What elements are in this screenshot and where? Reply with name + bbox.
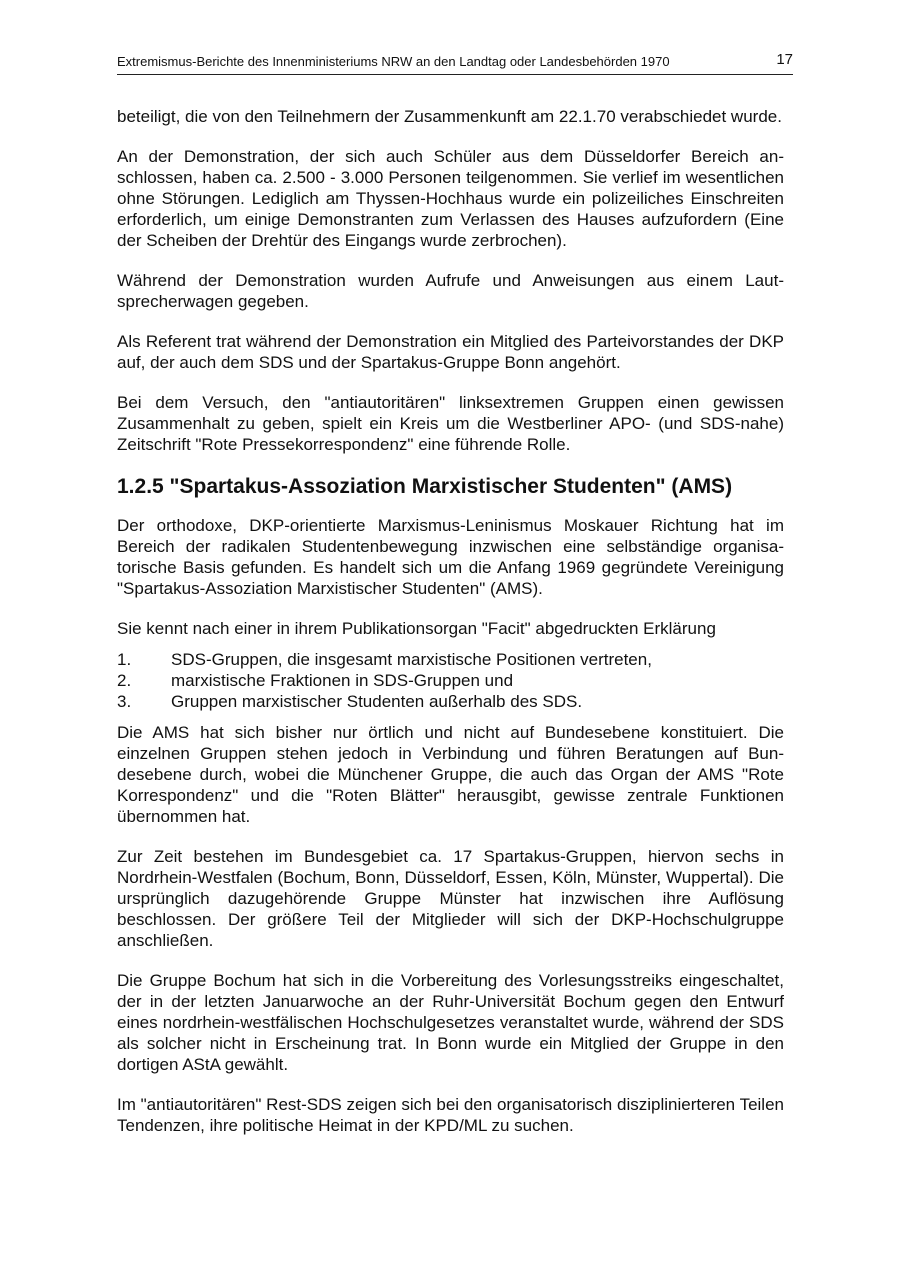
list-item — [117, 670, 784, 691]
list-item-number: 3. — [117, 692, 132, 711]
list-item-number: 1. — [117, 650, 132, 669]
page-number: 17 — [776, 51, 793, 68]
list-item — [117, 691, 784, 712]
list-item-text: Gruppen marxistischer Studenten außerhalb des SDS. — [171, 692, 583, 711]
numbered-list — [117, 649, 784, 712]
paragraph: Im "antiautoritären" Rest-SDS zeigen sich bei den organisatorisch disziplinierteren Teilen Tendenzen, ihre politische Heimat in der KPD/ML zu suchen. — [117, 1095, 784, 1135]
paragraph: Zur Zeit bestehen im Bundesgebiet ca. 17 Spartakus-Gruppen, hiervon sechs in Nordrhein-Westfalen (Bochum, Bonn, Düsseldorf, Essen, Köln, Münster, Wuppertal). Die ursprünglich dazugehörende Gruppe Münster hat inzwischen ihre Auflösung beschlossen. Der größere Teil der Mitglieder will sich der DKP-Hochschulgruppe anschließen. — [117, 847, 784, 950]
list-lead-in: Sie kennt nach einer in ihrem Publikationsorgan "Facit" abgedruckten Erklärung — [117, 619, 716, 638]
section-heading: 1.2.5 "Spartakus-Assoziation Marxistischer Studenten" (AMS) — [117, 475, 733, 498]
running-header — [117, 52, 793, 75]
paragraph: Als Referent trat während der Demonstration ein Mitglied des Parteivorstandes der DKP auf, der auch dem SDS und der Spartakus-Gruppe Bonn angehört. — [117, 332, 784, 372]
body-text — [117, 106, 784, 1155]
paragraph: Bei dem Versuch, den "antiautoritären" linksextremen Gruppen einen gewissen Zusammenhalt zu geben, spielt ein Kreis um die Westberliner APO- (und SDS-nahe) Zeitschrift "Rote Pressekorrespondenz" eine führende Rolle. — [117, 393, 784, 454]
list-item-text: marxistische Fraktionen in SDS-Gruppen und — [171, 671, 514, 690]
section-intro: Der orthodoxe, DKP-orientierte Marxismus-Leninismus Moskauer Richtung hat im Bereich der radikalen Studentenbewegung inzwischen eine selbständige organisatorische Basis gefunden. Es handelt sich um die Anfang 1969 gegründete Vereinigung "Spartakus-Assoziation Marxistischer Studenten" (AMS). — [117, 516, 784, 598]
paragraph: beteiligt, die von den Teilnehmern der Zusammenkunft am 22.1.70 verabschiedet wurde. — [117, 107, 782, 126]
list-item-number: 2. — [117, 671, 132, 690]
paragraph: An der Demonstration, der sich auch Schüler aus dem Düsseldorfer Bereich anschlossen, haben ca. 2.500 - 3.000 Personen teilgenommen. Sie verlief im wesentlichen ohne Störungen. Lediglich am Thyssen-Hochhaus wurde ein polizeiliches Einschreiten erforderlich, um einige Demonstranten zum Verlassen des Hauses aufzufordern (Eine der Scheiben der Drehtür des Eingangs wurde zerbrochen). — [117, 147, 784, 250]
list-item-text: SDS-Gruppen, die insgesamt marxistische Positionen vertreten, — [171, 650, 652, 669]
paragraph: Während der Demonstration wurden Aufrufe und Anweisungen aus einem Lautsprecherwagen gegeben. — [117, 271, 784, 311]
header-title: Extremismus-Berichte des Innenministeriums NRW an den Landtag oder Landesbehörden 1970 — [117, 54, 670, 69]
list-item — [117, 649, 784, 670]
paragraph: Die Gruppe Bochum hat sich in die Vorbereitung des Vorlesungsstreiks eingeschaltet, der in der letzten Januarwoche an der Ruhr-Universität Bochum gegen den Entwurf eines nordrhein-westfälischen Hochschulgesetzes veranstaltet wurde, während der SDS als solcher nicht in Erscheinung trat. In Bonn wurde ein Mitglied der Gruppe in den dortigen AStA gewählt. — [117, 971, 784, 1074]
paragraph: Die AMS hat sich bisher nur örtlich und nicht auf Bundesebene konstituiert. Die einzelnen Gruppen stehen jedoch in Verbindung und führen Beratungen auf Bundesebene durch, wobei die Münchener Gruppe, die auch das Organ der AMS "Rote Korrespondenz" und die "Roten Blätter" herausgibt, gewisse zentrale Funktionen übernommen hat. — [117, 723, 784, 826]
